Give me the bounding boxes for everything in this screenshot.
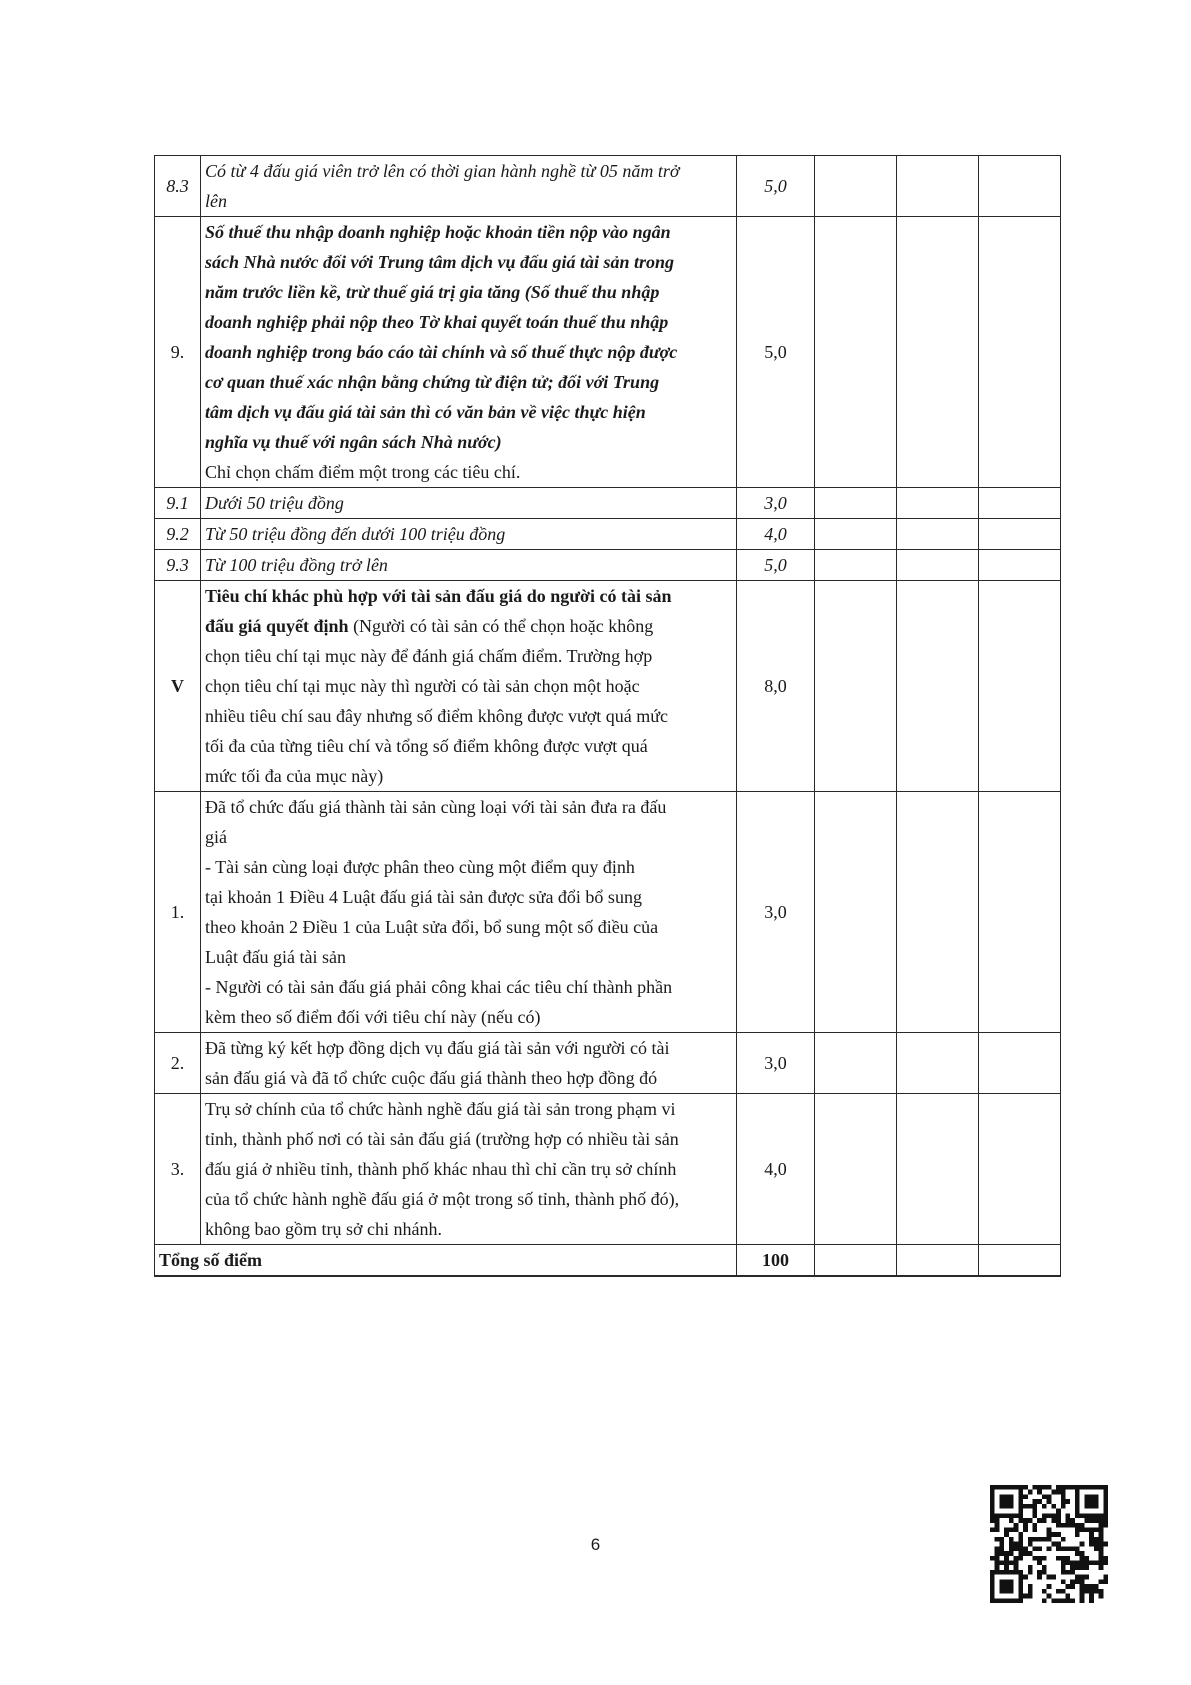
text-line: chọn tiêu chí tại mục này để đánh giá chấm điểm. Trường hợp	[205, 646, 653, 666]
score-cell	[815, 581, 897, 792]
score-cell	[897, 1033, 979, 1094]
text-line: kèm theo số điểm đối với tiêu chí này (nếu có)	[205, 1007, 541, 1027]
table-row	[155, 519, 1061, 550]
table-row	[155, 488, 1061, 519]
text-line: giá	[205, 827, 227, 847]
row-number: 1.	[155, 792, 201, 1033]
bold-phrase: đấu giá quyết định	[205, 616, 349, 636]
max-points: 3,0	[737, 488, 815, 519]
text-line: doanh nghiệp phải nộp theo Tờ khai quyết toán thuế thu nhập	[205, 312, 669, 332]
score-cell	[815, 217, 897, 488]
table-row	[155, 1094, 1061, 1245]
text-line: doanh nghiệp trong báo cáo tài chính và số thuế thực nộp được	[205, 342, 678, 362]
max-points: 5,0	[737, 217, 815, 488]
page-number: 6	[590, 1535, 601, 1554]
max-points: 4,0	[737, 519, 815, 550]
score-cell	[897, 581, 979, 792]
text-line: tại khoản 1 Điều 4 Luật đấu giá tài sản được sửa đổi bổ sung	[205, 887, 642, 907]
row-number: 9.1	[155, 488, 201, 519]
criterion-note: Chỉ chọn chấm điểm một trong các tiêu chí.	[205, 462, 521, 482]
text-line: theo khoản 2 Điều 1 của Luật sửa đổi, bổ sung một số điều của	[205, 917, 659, 937]
text-line: của tổ chức hành nghề đấu giá ở một trong số tỉnh, thành phố đó),	[205, 1189, 680, 1209]
max-points: 3,0	[737, 792, 815, 1033]
text-line: nhiều tiêu chí sau đây nhưng số điểm không được vượt quá mức	[205, 706, 668, 726]
score-cell	[897, 156, 979, 217]
score-cell	[897, 488, 979, 519]
criterion-text	[201, 581, 737, 792]
score-cell	[897, 550, 979, 581]
score-cell	[897, 1094, 979, 1245]
text-line: Tiêu chí khác phù hợp với tài sản đấu giá do người có tài sản	[205, 586, 672, 606]
text-line: Đã tổ chức đấu giá thành tài sản cùng loại với tài sản đưa ra đấu	[205, 797, 667, 817]
max-points: 3,0	[737, 1033, 815, 1094]
score-cell	[897, 792, 979, 1033]
score-cell	[979, 488, 1061, 519]
text-line: Luật đấu giá tài sản	[205, 947, 346, 967]
text-line: mức tối đa của mục này)	[205, 766, 384, 786]
text-line: Đã từng ký kết hợp đồng dịch vụ đấu giá tài sản với người có tài	[205, 1038, 670, 1058]
score-cell	[815, 519, 897, 550]
score-cell	[815, 792, 897, 1033]
text-line: năm trước liền kề, trừ thuế giá trị gia tăng (Số thuế thu nhập	[205, 282, 660, 302]
text-line: tỉnh, thành phố nơi có tài sản đấu giá (trường hợp có nhiều tài sản	[205, 1129, 679, 1149]
text-line: sách Nhà nước đối với Trung tâm dịch vụ đấu giá tài sản trong	[205, 252, 675, 272]
row-number: 9.3	[155, 550, 201, 581]
text-line: Số thuế thu nhập doanh nghiệp hoặc khoản tiền nộp vào ngân	[205, 222, 671, 242]
score-cell	[979, 217, 1061, 488]
scoring-criteria-table	[154, 155, 1061, 1277]
text-line: tối đa của từng tiêu chí và tổng số điểm không được vượt quá	[205, 736, 648, 756]
table-row	[155, 156, 1061, 217]
score-cell	[897, 1245, 979, 1277]
table-row	[155, 217, 1061, 488]
total-row	[155, 1245, 1061, 1277]
text-line: Có từ 4 đấu giá viên trở lên có thời gian hành nghề từ 05 năm trở	[205, 161, 680, 181]
score-cell	[979, 156, 1061, 217]
row-number: 9.	[155, 217, 201, 488]
criterion-text	[201, 156, 737, 217]
criterion-text: Từ 100 triệu đồng trở lên	[201, 550, 737, 581]
text-line: nghĩa vụ thuế với ngân sách Nhà nước)	[205, 432, 502, 452]
score-cell	[979, 550, 1061, 581]
row-number: 8.3	[155, 156, 201, 217]
row-number: 3.	[155, 1094, 201, 1245]
text-line: Trụ sở chính của tổ chức hành nghề đấu giá tài sản trong phạm vi	[205, 1099, 676, 1119]
criterion-text	[201, 1094, 737, 1245]
max-points: 4,0	[737, 1094, 815, 1245]
score-cell	[979, 519, 1061, 550]
score-cell	[815, 1033, 897, 1094]
score-cell	[979, 792, 1061, 1033]
text-line: chọn tiêu chí tại mục này thì người có tài sản chọn một hoặc	[205, 676, 640, 696]
criterion-text	[201, 217, 737, 488]
text-line: không bao gồm trụ sở chi nhánh.	[205, 1219, 442, 1239]
row-number: 2.	[155, 1033, 201, 1094]
total-points: 100	[737, 1245, 815, 1277]
max-points: 5,0	[737, 156, 815, 217]
text-line: sản đấu giá và đã tổ chức cuộc đấu giá thành theo hợp đồng đó	[205, 1068, 658, 1088]
score-cell	[979, 1033, 1061, 1094]
text-line: - Tài sản cùng loại được phân theo cùng một điểm quy định	[205, 857, 635, 877]
table-row	[155, 550, 1061, 581]
score-cell	[979, 1245, 1061, 1277]
table-row	[155, 1033, 1061, 1094]
max-points: 5,0	[737, 550, 815, 581]
score-cell	[815, 488, 897, 519]
table-row	[155, 581, 1061, 792]
criterion-text	[201, 1033, 737, 1094]
row-number: 9.2	[155, 519, 201, 550]
text-line: lên	[205, 191, 227, 211]
max-points: 8,0	[737, 581, 815, 792]
criterion-text	[201, 792, 737, 1033]
score-cell	[815, 1094, 897, 1245]
score-cell	[897, 217, 979, 488]
score-cell	[979, 581, 1061, 792]
score-cell	[815, 156, 897, 217]
total-label: Tổng số điểm	[155, 1245, 737, 1277]
text-line: cơ quan thuế xác nhận bằng chứng từ điện tử; đối với Trung	[205, 372, 660, 392]
qr-code-icon	[990, 1485, 1108, 1603]
score-cell	[979, 1094, 1061, 1245]
table-row	[155, 792, 1061, 1033]
text-line	[205, 611, 732, 641]
score-cell	[815, 1245, 897, 1277]
score-cell	[815, 550, 897, 581]
text-fragment: (Người có tài sản có thể chọn hoặc không	[348, 616, 654, 636]
row-number: V	[155, 581, 201, 792]
text-line: - Người có tài sản đấu giá phải công khai các tiêu chí thành phần	[205, 977, 673, 997]
score-cell	[897, 519, 979, 550]
criterion-text: Từ 50 triệu đồng đến dưới 100 triệu đồng	[201, 519, 737, 550]
text-line: tâm dịch vụ đấu giá tài sản thì có văn bản về việc thực hiện	[205, 402, 646, 422]
text-line: đấu giá ở nhiều tỉnh, thành phố khác nhau thì chỉ cần trụ sở chính	[205, 1159, 677, 1179]
criterion-text: Dưới 50 triệu đồng	[201, 488, 737, 519]
